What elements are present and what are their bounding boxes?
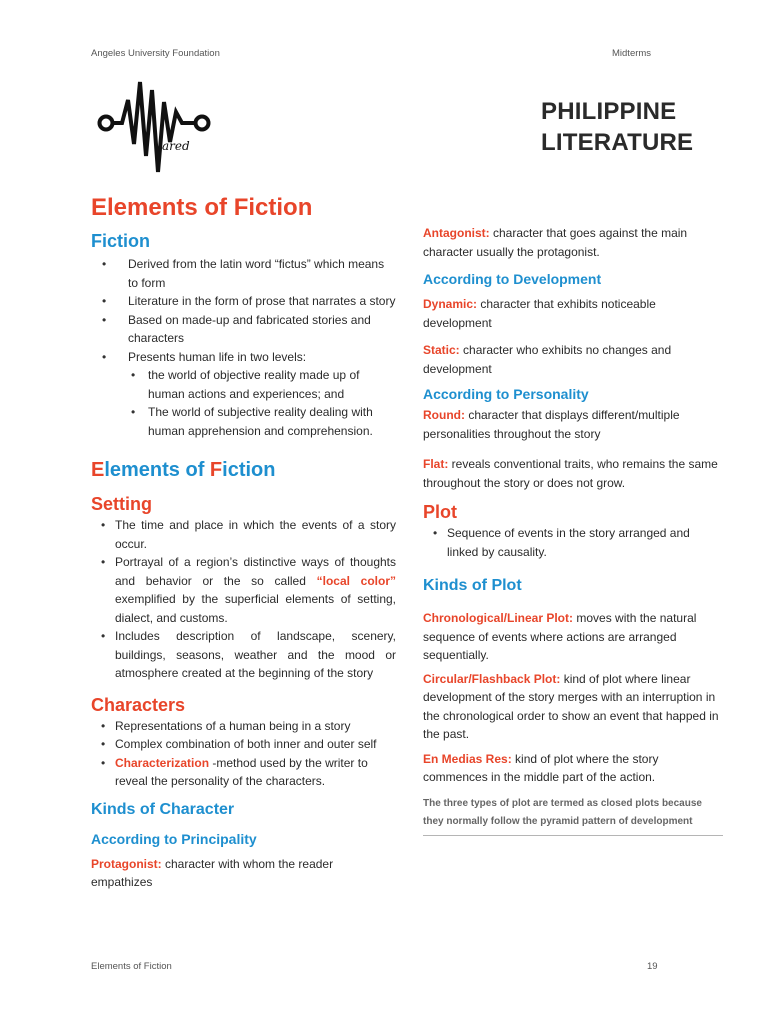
term-round: Round:	[423, 408, 465, 422]
term-characterization: Characterization	[115, 755, 210, 770]
divider	[423, 835, 723, 836]
chronological-plot-definition	[423, 609, 723, 665]
static-definition	[423, 341, 723, 378]
header-institution: Angeles University Foundation	[91, 48, 220, 59]
logo-heartbeat-icon	[92, 72, 216, 184]
term-antagonist: Antagonist:	[423, 226, 490, 240]
list-item: • Based on made-up and fabricated stories and characters	[91, 311, 396, 348]
en-medias-res-definition	[423, 750, 723, 787]
term-flat: Flat:	[423, 457, 449, 471]
list-item: • Sequence of events in the story arranged and linked by causality.	[423, 524, 723, 561]
term-circular-plot: Circular/Flashback Plot:	[423, 671, 561, 686]
left-column	[91, 192, 396, 892]
heading-letter: F	[209, 459, 223, 481]
right-column	[423, 224, 723, 836]
list-item	[91, 553, 396, 627]
definition-text: character with whom the reader empathizes	[91, 856, 334, 889]
list-item: • Representations of a human being in a story	[91, 717, 396, 736]
circular-plot-definition	[423, 670, 723, 744]
kinds-of-character-heading: Kinds of Character	[91, 800, 235, 818]
heading-letter: E	[91, 459, 105, 481]
definition-text: moves with the natural sequence of events where actions are arranged sequentially.	[423, 611, 697, 662]
fiction-list	[91, 255, 396, 440]
definition-text: character who exhibits no changes and development	[423, 343, 672, 376]
heading-text: lements of	[104, 459, 210, 481]
list-item-text: Portrayal of a region’s distinctive ways of thoughts and behavior or the so called	[115, 555, 396, 588]
fiction-sublist	[128, 366, 396, 440]
page-number: 19	[647, 961, 658, 972]
title-line-1: PHILIPPINE	[541, 98, 677, 125]
list-item: • Derived from the latin word “fictus” which means to form	[91, 255, 396, 292]
kinds-of-plot-heading: Kinds of Plot	[423, 577, 522, 594]
definition-text: kind of plot where linear development of the story merges with an interruption in the chronological order to show an event that happed in the past.	[423, 671, 719, 741]
term-dynamic: Dynamic:	[423, 297, 478, 311]
principality-heading: According to Principality	[91, 830, 257, 847]
list-item: • Literature in the form of prose that narrates a story	[91, 292, 396, 311]
personality-heading: According to Personality	[423, 386, 589, 402]
setting-heading: Setting	[91, 494, 152, 514]
plot-heading: Plot	[423, 502, 457, 522]
plot-list	[423, 524, 723, 561]
setting-list	[91, 516, 396, 683]
title-line-2: LITERATURE	[541, 129, 694, 156]
list-item-text: -method used by the writer to reveal the personality of the characters.	[115, 755, 368, 788]
definition-text: kind of plot where the story commences in the middle part of the action.	[423, 751, 659, 784]
dynamic-definition	[423, 295, 723, 332]
list-item: • Complex combination of both inner and outer self	[91, 735, 396, 754]
footer-section-title: Elements of Fiction	[91, 961, 172, 972]
section-heading-elements: Elements of Fiction	[91, 194, 313, 221]
characters-list	[91, 717, 396, 791]
definition-text: reveals conventional traits, who remains the same throughout the story or does not grow.	[423, 457, 718, 490]
sublist-item: • The world of subjective reality dealing with human apprehension and comprehension.	[128, 403, 396, 440]
term-chronological-plot: Chronological/Linear Plot:	[423, 611, 574, 625]
development-heading: According to Development	[423, 271, 602, 287]
round-definition	[423, 406, 723, 443]
section-heading-elements-2	[91, 456, 396, 484]
page-title	[541, 96, 721, 158]
definition-text: character that goes against the main character usually the protagonist.	[423, 226, 688, 259]
definition-text: character that exhibits noticeable development	[423, 297, 656, 330]
term-local-color: “local color”	[316, 573, 396, 588]
list-item	[91, 754, 396, 791]
closed-plots-note: The three types of plot are termed as closed plots because they normally follow the pyramid pattern of development	[423, 797, 702, 827]
header-term: Midterms	[612, 48, 652, 59]
characters-heading: Characters	[91, 694, 186, 715]
term-en-medias-res: En Medias Res:	[423, 751, 512, 766]
term-static: Static:	[423, 343, 460, 357]
list-item	[91, 348, 396, 441]
sublist-item: • the world of objective reality made up of human actions and experiences; and	[128, 366, 396, 403]
flat-definition	[423, 455, 723, 492]
list-item: • The time and place in which the events of a story occur.	[91, 516, 396, 553]
list-item-text: Presents human life in two levels:	[128, 349, 307, 364]
definition-text: character that displays different/multiple personalities throughout the story	[423, 408, 680, 441]
heading-text: iction	[222, 459, 276, 481]
logo-script-text: ared	[162, 139, 190, 153]
term-protagonist: Protagonist:	[91, 856, 162, 871]
fiction-heading: Fiction	[91, 231, 150, 251]
protagonist-definition	[91, 855, 396, 892]
antagonist-definition	[423, 224, 723, 261]
list-item: • Includes description of landscape, scenery, buildings, seasons, weather and the mood or atmosphere created at the beginning of the story	[91, 627, 396, 683]
list-item-text: exemplified by the superficial elements of setting, dialect, and customs.	[115, 592, 396, 625]
